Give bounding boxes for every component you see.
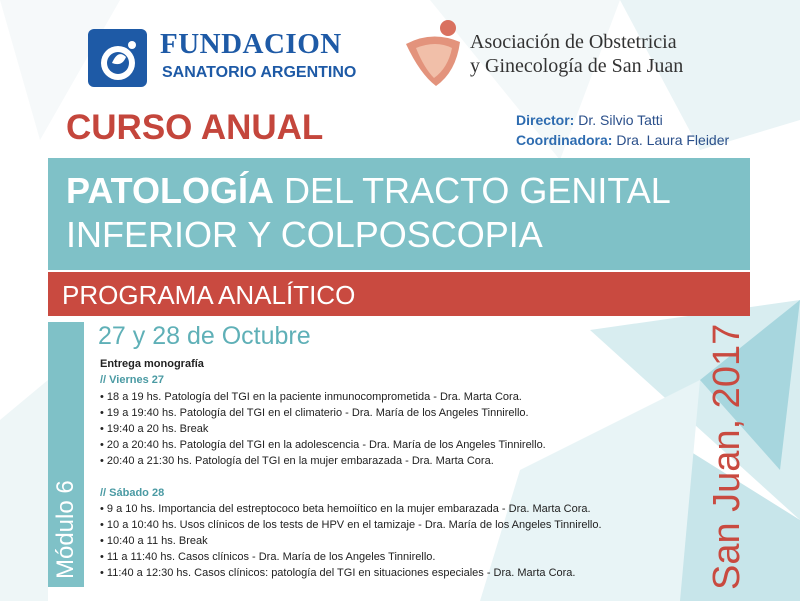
day-heading-viernes: // Viernes 27 bbox=[100, 374, 165, 386]
asociacion-name-line2: y Ginecología de San Juan bbox=[470, 55, 684, 77]
schedule-item: • 19:40 a 20 hs. Break bbox=[100, 423, 209, 435]
schedule-item: • 11 a 11:40 hs. Casos clínicos - Dra. María de los Angeles Tinnirello. bbox=[100, 551, 436, 563]
schedule-item: • 11:40 a 12:30 hs. Casos clínicos: patología del TGI en situaciones especiales - Dra. Marta Cora. bbox=[100, 567, 576, 579]
schedule-item: • 9 a 10 hs. Importancia del estreptococo beta hemoiítico en la mujer embarazada - Dra. Marta Cora. bbox=[100, 503, 591, 515]
schedule-item: • 10:40 a 11 hs. Break bbox=[100, 535, 208, 547]
director-line bbox=[516, 112, 663, 128]
course-title-bold: PATOLOGÍA bbox=[66, 170, 275, 211]
schedule-item: • 19 a 19:40 hs. Patología del TGI en el climaterio - Dra. María de los Angeles Tinnirello. bbox=[100, 407, 529, 419]
course-title-rest: DEL TRACTO GENITAL bbox=[274, 170, 671, 211]
schedule-item: • 10 a 10:40 hs. Usos clínicos de los tests de HPV en el tamizaje - Dra. María de los Angeles Tinnirello. bbox=[100, 519, 602, 531]
entrega-note: Entrega monografía bbox=[100, 358, 204, 370]
module-label-text: Módulo 6 bbox=[52, 480, 79, 579]
coordinadora-label: Coordinadora: bbox=[516, 132, 613, 148]
course-title-line1 bbox=[66, 170, 671, 212]
program-title: PROGRAMA ANALÍTICO bbox=[62, 280, 356, 310]
location-year bbox=[705, 320, 765, 590]
fundacion-logo bbox=[88, 29, 147, 87]
course-title-line2: INFERIOR Y COLPOSCOPIA bbox=[66, 214, 543, 255]
course-type: CURSO ANUAL bbox=[66, 108, 324, 147]
coordinadora-name: Dra. Laura Fleider bbox=[612, 132, 730, 148]
module-label bbox=[48, 322, 84, 587]
asociacion-name-line1: Asociación de Obstetricia bbox=[470, 31, 677, 53]
fundacion-subtitle: SANATORIO ARGENTINO bbox=[162, 64, 357, 81]
asociacion-logo-icon bbox=[402, 16, 466, 90]
day-heading-sabado: // Sábado 28 bbox=[100, 487, 165, 499]
director-name: Dr. Silvio Tatti bbox=[574, 112, 663, 128]
director-label: Director: bbox=[516, 112, 575, 128]
schedule-item: • 20:40 a 21:30 hs. Patología del TGI en la mujer embarazada - Dra. Marta Cora. bbox=[100, 455, 494, 467]
coordinadora-line bbox=[516, 132, 729, 148]
location-year-text: San Juan, 2017 bbox=[706, 323, 748, 590]
fundacion-title: FUNDACION bbox=[160, 28, 342, 60]
schedule-item: • 20 a 20:40 hs. Patología del TGI en la adolescencia - Dra. María de los Angeles Tinnirello. bbox=[100, 439, 546, 451]
fundacion-logo-icon bbox=[88, 29, 147, 87]
module-date: 27 y 28 de Octubre bbox=[98, 322, 311, 350]
schedule-item: • 18 a 19 hs. Patología del TGI en la paciente inmunocomprometida - Dra. Marta Cora. bbox=[100, 391, 522, 403]
